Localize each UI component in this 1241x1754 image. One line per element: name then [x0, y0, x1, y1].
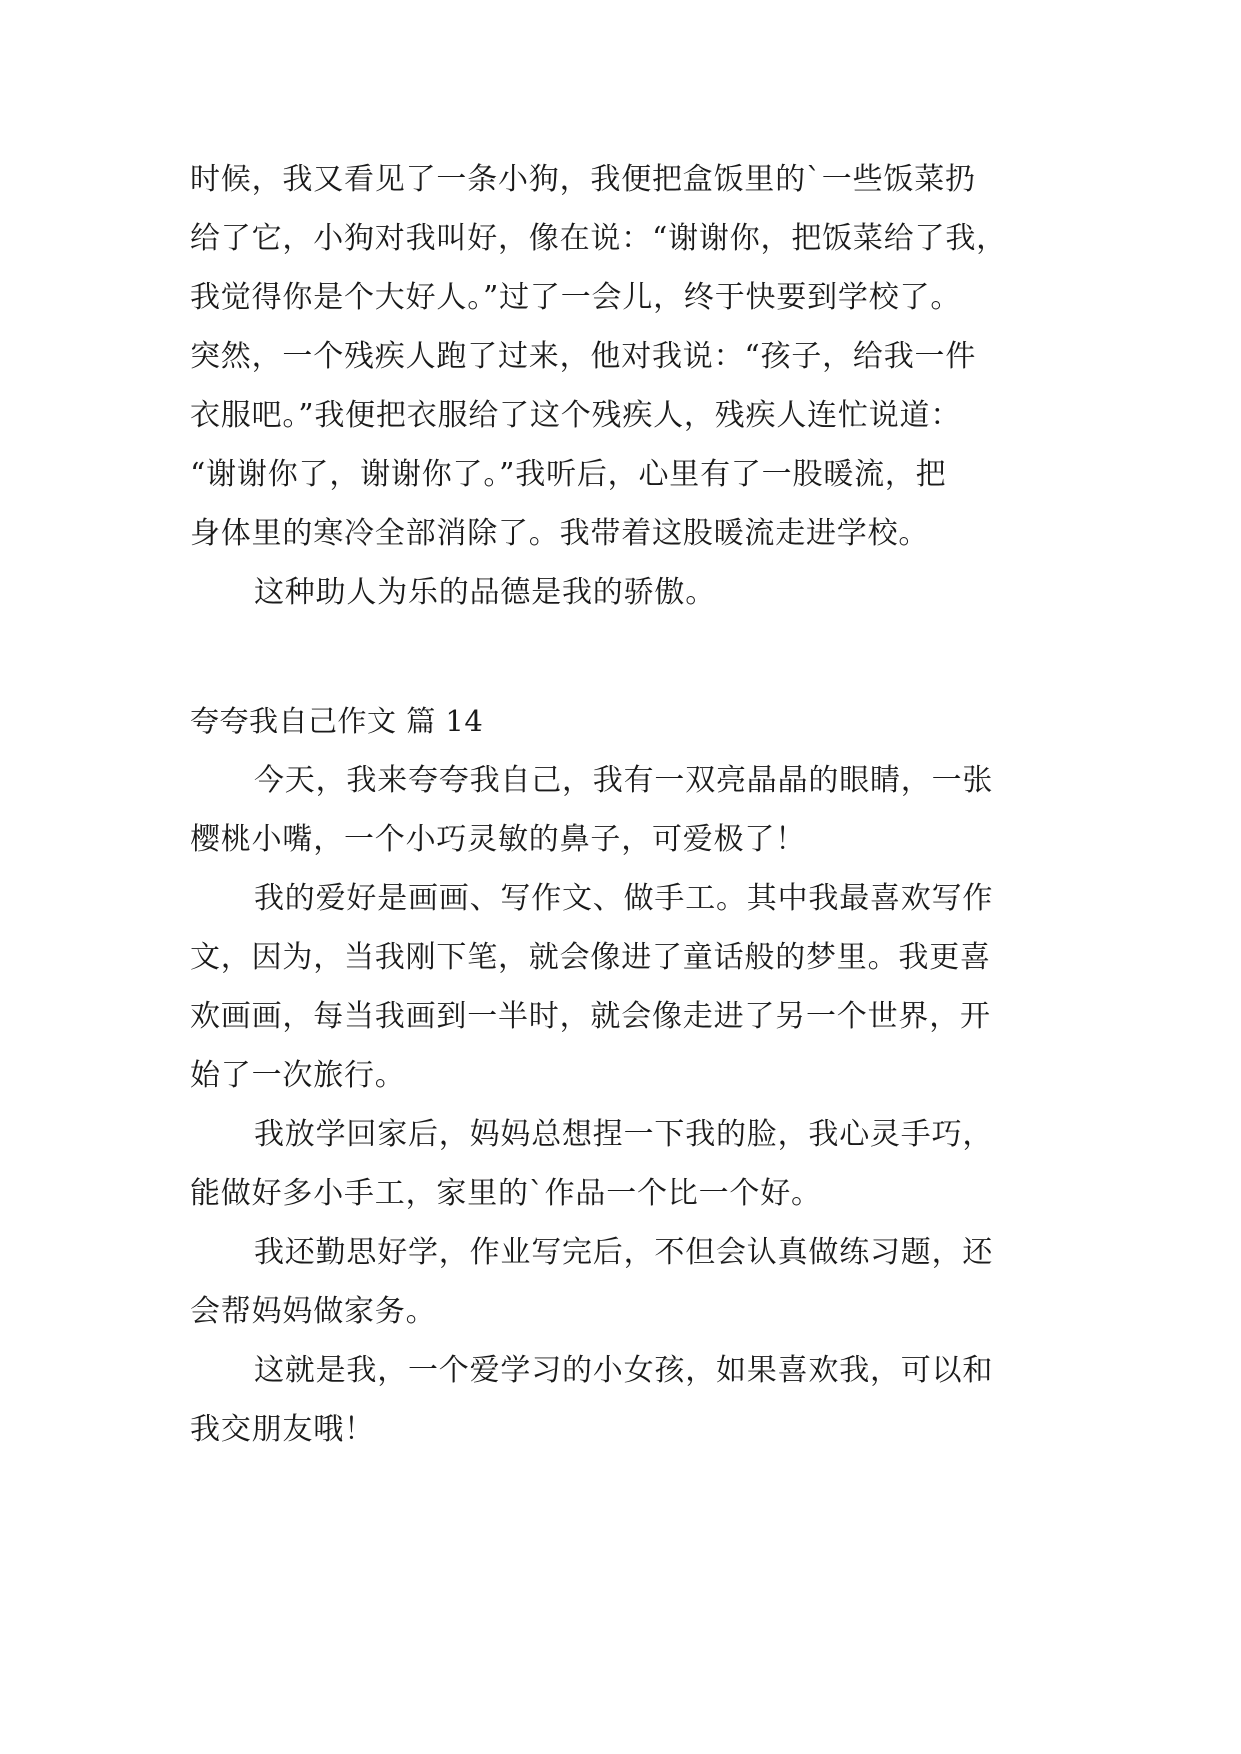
- paragraph-line: 我还勤思好学，作业写完后，不但会认真做练习题，还: [254, 1235, 994, 1270]
- text-line: 始了一次旅行。: [190, 1058, 406, 1093]
- text-line: 身体里的寒冷全部消除了。我带着这股暖流走进学校。: [190, 516, 930, 551]
- paragraph-line: 我放学回家后，妈妈总想捏一下我的脸，我心灵手巧，: [254, 1117, 994, 1152]
- text-line: 我交朋友哦！: [190, 1412, 375, 1447]
- document-page: [190, 150, 1050, 1459]
- paragraph-line: 这就是我，一个爱学习的小女孩，如果喜欢我，可以和: [254, 1353, 994, 1388]
- text-line: 我觉得你是个大好人。”过了一会儿，终于快要到学校了。: [190, 280, 962, 315]
- paragraph-line: 这种助人为乐的品德是我的骄傲。: [254, 575, 716, 610]
- text-line: 给了它，小狗对我叫好，像在说：“谢谢你，把饭菜给了我，: [190, 221, 1007, 256]
- section-spacer: [190, 622, 1050, 692]
- text-line: 会帮妈妈做家务。: [190, 1294, 437, 1329]
- text-line: 突然，一个残疾人跑了过来，他对我说：“孩子，给我一件: [190, 339, 977, 374]
- paragraph-line: 我的爱好是画画、写作文、做手工。其中我最喜欢写作: [254, 881, 994, 916]
- text-line: 文，因为，当我刚下笔，就会像进了童话般的梦里。我更喜: [190, 940, 991, 975]
- paragraph-line: 今天，我来夸夸我自己，我有一双亮晶晶的眼睛，一张: [254, 763, 994, 798]
- text-line: “谢谢你了，谢谢你了。”我听后，心里有了一股暖流，把: [190, 457, 947, 492]
- text-line: 樱桃小嘴，一个小巧灵敏的鼻子，可爱极了！: [190, 822, 806, 857]
- text-line: 衣服吧。”我便把衣服给了这个残疾人，残疾人连忙说道：: [190, 398, 962, 433]
- section-title: 夸夸我自己作文 篇 14: [190, 704, 484, 738]
- text-line: 欢画画，每当我画到一半时，就会像走进了另一个世界，开: [190, 999, 991, 1034]
- text-line: 时候，我又看见了一条小狗，我便把盒饭里的`一些饭菜扔: [190, 162, 976, 197]
- text-line: 能做好多小手工，家里的`作品一个比一个好。: [190, 1176, 822, 1211]
